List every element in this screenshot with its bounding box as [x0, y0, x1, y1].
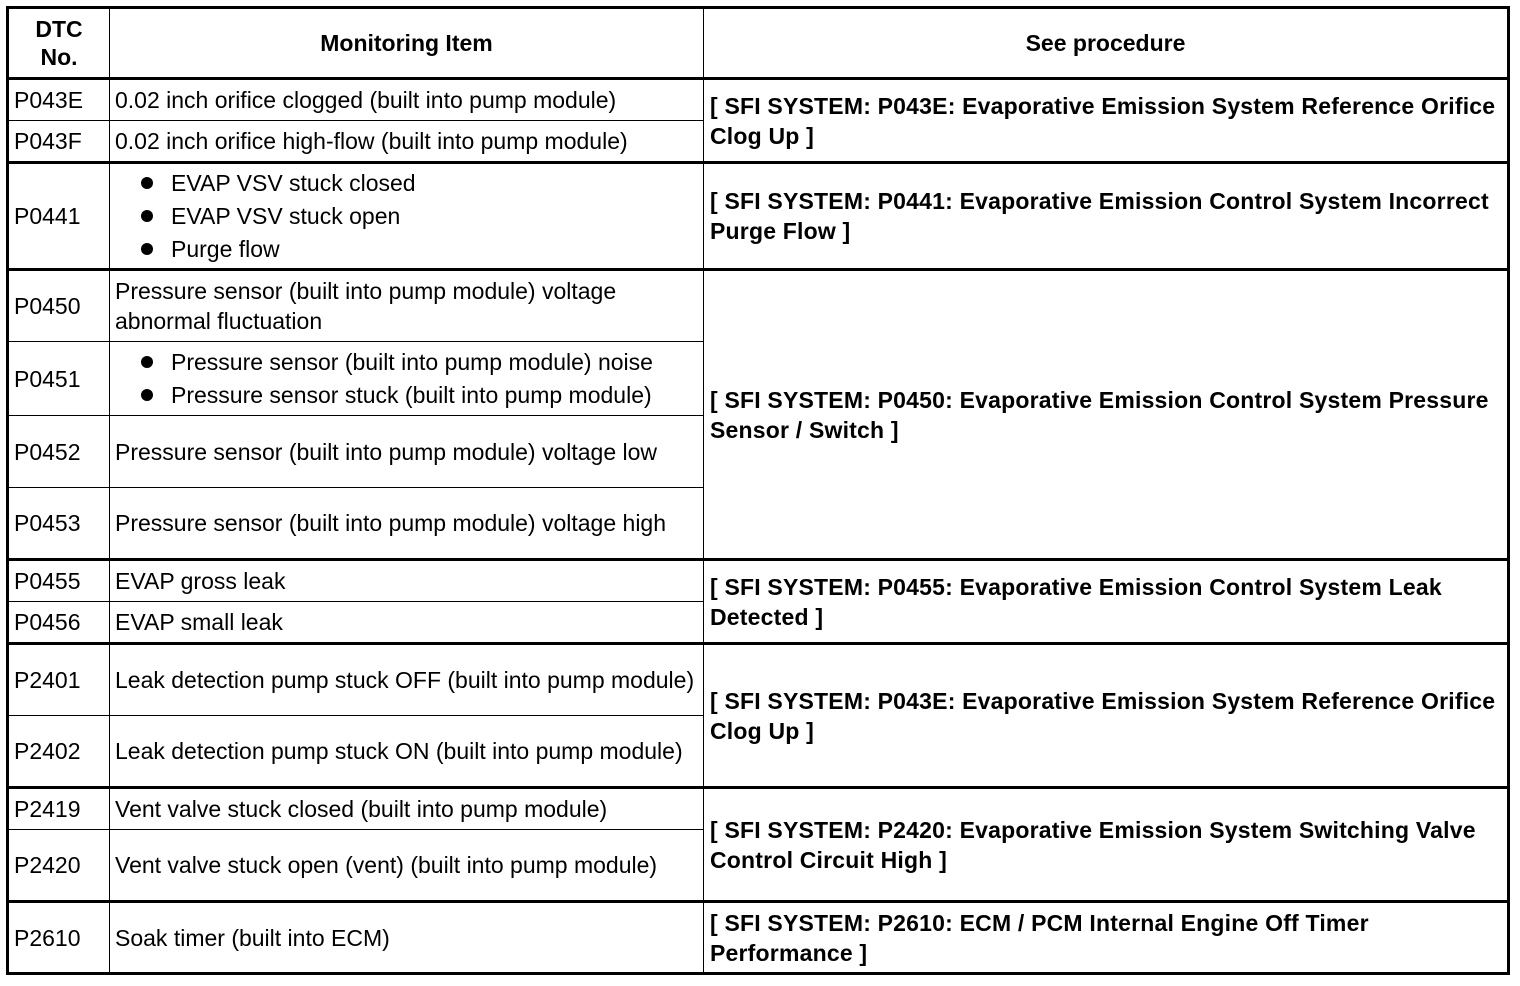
dtc-code: P0450 [8, 270, 110, 342]
dtc-code: P0453 [8, 488, 110, 560]
table-row [8, 79, 1509, 121]
dtc-code: P0452 [8, 416, 110, 488]
monitoring-item: Pressure sensor (built into pump module) voltage abnormal fluctuation [110, 270, 704, 342]
dtc-code: P043F [8, 121, 110, 163]
monitoring-item: EVAP small leak [110, 602, 704, 644]
monitoring-item: Pressure sensor (built into pump module) voltage low [110, 416, 704, 488]
procedure-link[interactable]: [ SFI SYSTEM: P0455: Evaporative Emission Control System Leak Detected ] [704, 560, 1509, 644]
table-row [8, 902, 1509, 974]
monitoring-item: Leak detection pump stuck OFF (built into pump module) [110, 644, 704, 716]
dtc-code: P043E [8, 79, 110, 121]
dtc-code: P0451 [8, 342, 110, 416]
table-row [8, 788, 1509, 830]
table-header-row [8, 8, 1509, 79]
procedure-link[interactable]: [ SFI SYSTEM: P043E: Evaporative Emission System Reference Orifice Clog Up ] [704, 644, 1509, 788]
dtc-code: P2610 [8, 902, 110, 974]
bullet-list [115, 346, 698, 412]
monitoring-item: Leak detection pump stuck ON (built into pump module) [110, 716, 704, 788]
bullet-icon [141, 356, 153, 368]
monitoring-item: 0.02 inch orifice clogged (built into pump module) [110, 79, 704, 121]
table-row [8, 560, 1509, 602]
dtc-table [6, 6, 1510, 975]
list-item: Purge flow [135, 233, 698, 266]
monitoring-item: Vent valve stuck open (vent) (built into pump module) [110, 830, 704, 902]
bullet-list [115, 167, 698, 266]
bullet-icon [141, 389, 153, 401]
dtc-code: P2401 [8, 644, 110, 716]
dtc-code: P0456 [8, 602, 110, 644]
header-monitoring-item: Monitoring Item [110, 8, 704, 79]
list-item: Pressure sensor (built into pump module) noise [135, 346, 698, 379]
bullet-icon [141, 177, 153, 189]
procedure-link[interactable]: [ SFI SYSTEM: P2610: ECM / PCM Internal Engine Off Timer Performance ] [704, 902, 1509, 974]
monitoring-item: Soak timer (built into ECM) [110, 902, 704, 974]
dtc-code: P0455 [8, 560, 110, 602]
monitoring-item: 0.02 inch orifice high-flow (built into pump module) [110, 121, 704, 163]
list-item: Pressure sensor stuck (built into pump module) [135, 379, 698, 412]
bullet-icon [141, 210, 153, 222]
table-row [8, 644, 1509, 716]
header-see-procedure: See procedure [704, 8, 1509, 79]
bullet-icon [141, 243, 153, 255]
list-item: EVAP VSV stuck closed [135, 167, 698, 200]
monitoring-item: Pressure sensor (built into pump module) voltage high [110, 488, 704, 560]
monitoring-item [110, 163, 704, 270]
monitoring-item: Vent valve stuck closed (built into pump module) [110, 788, 704, 830]
table-row [8, 270, 1509, 342]
dtc-code: P2402 [8, 716, 110, 788]
table-row [8, 163, 1509, 270]
procedure-link[interactable]: [ SFI SYSTEM: P0450: Evaporative Emission Control System Pressure Sensor / Switch ] [704, 270, 1509, 560]
monitoring-item [110, 342, 704, 416]
procedure-link[interactable]: [ SFI SYSTEM: P0441: Evaporative Emission Control System Incorrect Purge Flow ] [704, 163, 1509, 270]
dtc-code: P0441 [8, 163, 110, 270]
dtc-code: P2420 [8, 830, 110, 902]
dtc-code: P2419 [8, 788, 110, 830]
header-dtc-no: DTC No. [8, 8, 110, 79]
list-item: EVAP VSV stuck open [135, 200, 698, 233]
procedure-link[interactable]: [ SFI SYSTEM: P043E: Evaporative Emission System Reference Orifice Clog Up ] [704, 79, 1509, 163]
procedure-link[interactable]: [ SFI SYSTEM: P2420: Evaporative Emission System Switching Valve Control Circuit High ] [704, 788, 1509, 902]
monitoring-item: EVAP gross leak [110, 560, 704, 602]
